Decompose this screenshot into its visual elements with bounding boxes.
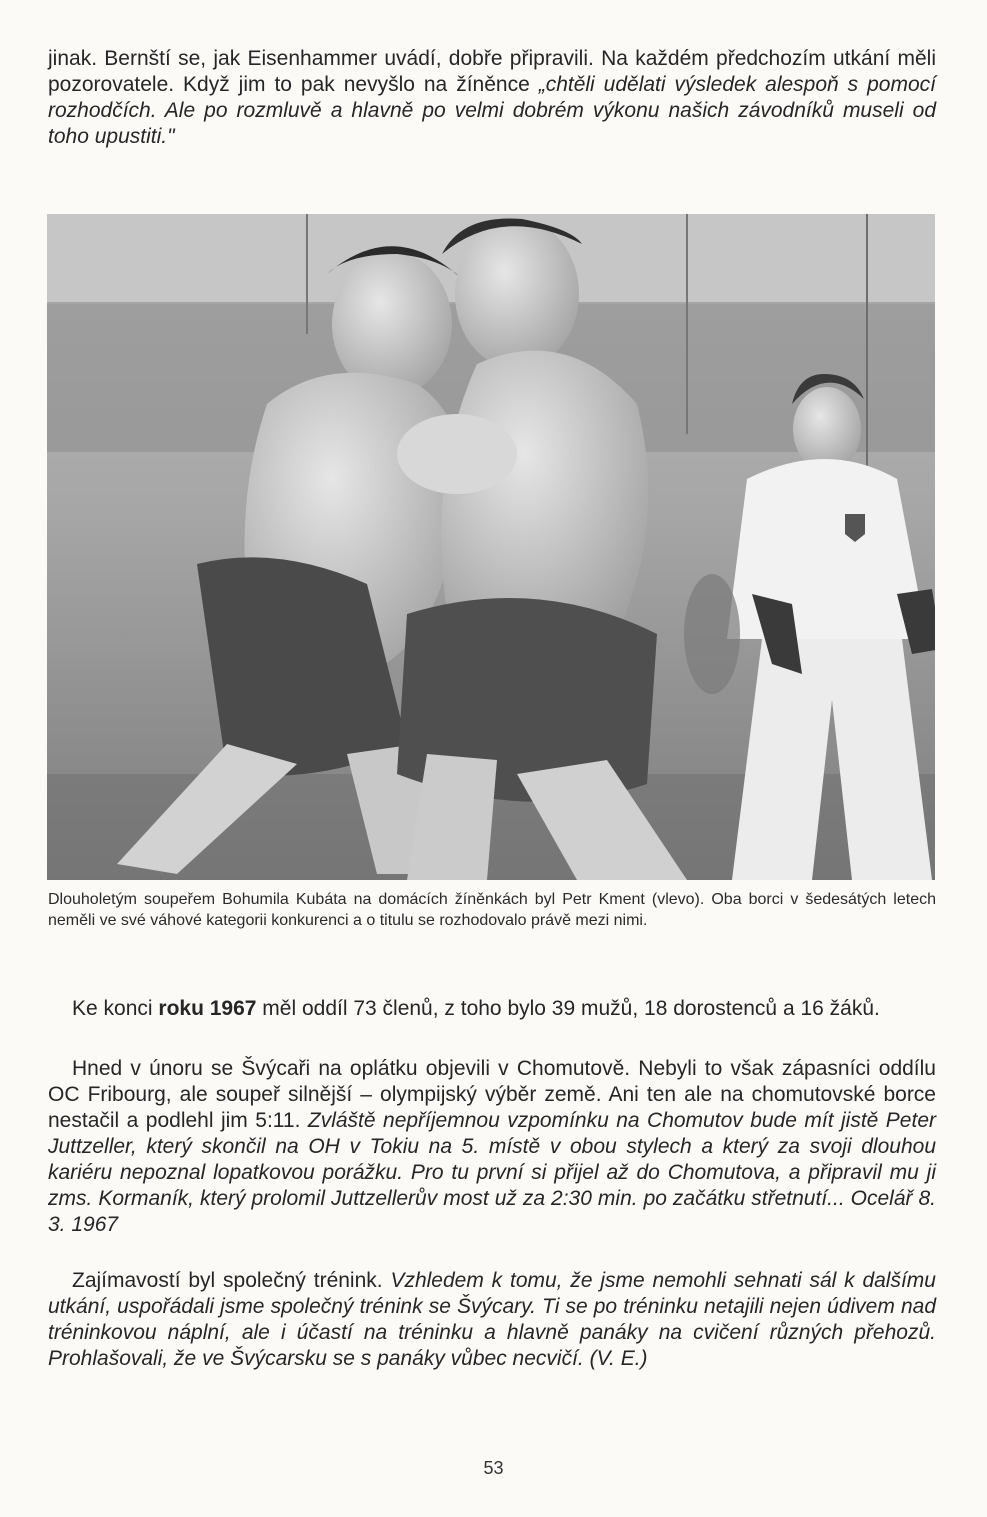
para1-year: roku 1967 — [158, 997, 257, 1020]
para2-text: Hned v únoru se Švýcaři na oplátku objevili v Chomutově. Nebyli to však zápasníci oddílu OC Fribourg, ale soupeř silnější – olympijský výběr země. Ani ten ale na chomutovské borce nestačil a podlehl jim 5:11. — [48, 1057, 936, 1132]
para3-text: Zajímavostí byl společný trénink. — [72, 1269, 391, 1292]
wrestling-photo — [47, 214, 935, 880]
paragraph-1967 — [48, 996, 936, 1022]
paragraph-training — [48, 1268, 936, 1372]
para2-quote: Zvláště nepříjemnou vzpomínku na Chomutov bude mít jistě Peter Juttzeller, který skončil na OH v Tokiu na 5. místě v obou stylech a který za svoji dlouhou kariéru nepoznal lopatkovou porážku. Pro tu první si přijel až do Chomutova, a připravil mu ji zms. Kormaník, který prolomil Juttzellerův most už za 2:30 min. po začátku střetnutí... Ocelář 8. 3. 1967 — [48, 1109, 936, 1236]
intro-quote: „chtěli udělati výsledek alespoň s pomocí rozhodčích. Ale po rozmluvě a hlavně po velmi dobrém výkonu našich závodníků museli od toho upustiti." — [48, 73, 936, 148]
paragraph-swiss-visit — [48, 1056, 936, 1238]
para1-text-before: Ke konci — [72, 997, 159, 1020]
intro-text: jinak. Bernští se, jak Eisenhammer uvádí, dobře připravili. Na každém předchozím utkání měli pozorovatele. Když jim to pak nevyšlo na žíněnce — [48, 47, 936, 96]
photo-caption: Dlouholetým soupeřem Bohumila Kubáta na domácích žíněnkách byl Petr Kment (vlevo). Oba borci v šedesátých letech neměli ve své váhové kategorii konkurenci a o titulu se rozhodovalo právě mezi nimi. — [48, 891, 936, 929]
intro-paragraph — [48, 46, 936, 150]
page-number: 53 — [483, 1458, 504, 1478]
para3-quote: Vzhledem k tomu, že jsme nemohli sehnati sál k dalšímu utkání, uspořádali jsme společný trénink se Švýcary. Ti se po tréninku netajili nejen údivem nad tréninkovou náplní, ale i účastí na tréninku a hlavně panáky na cvičení různých přehozů. Prohlašovali, že ve Švýcarsku se s panáky vůbec necvičí. (V. E.) — [48, 1269, 936, 1370]
para1-text-after: měl oddíl 73 členů, z toho bylo 39 mužů, 18 dorostenců a 16 žáků. — [256, 997, 880, 1020]
